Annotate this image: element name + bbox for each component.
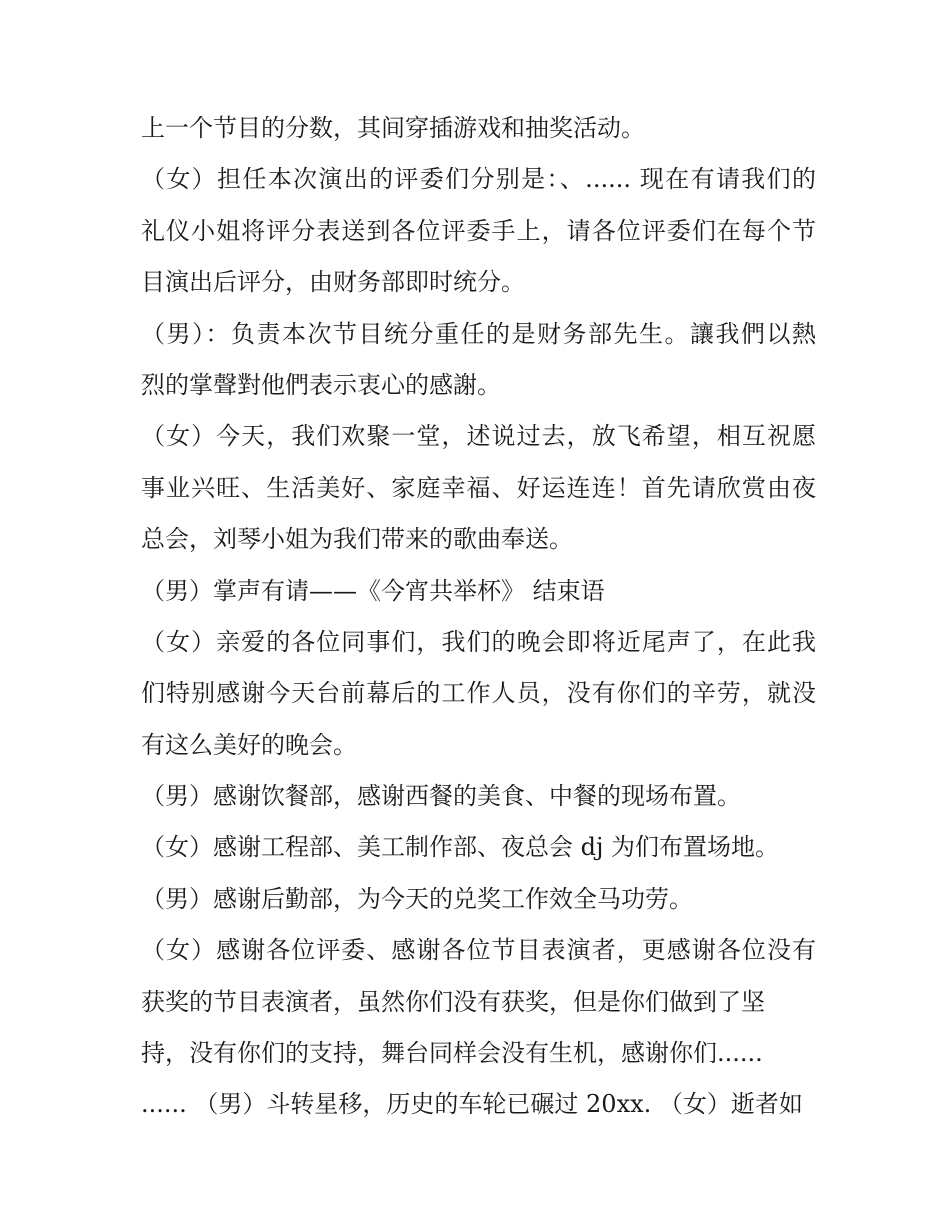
text-line: 获奖的节目表演者，虽然你们没有获奖，但是你们做到了坚: [141, 987, 765, 1016]
text-line: （女）今天，我们欢聚一堂，述说过去，放飞希望，相互祝愿: [141, 422, 816, 451]
text-line: （女）感谢各位评委、感谢各位节目表演者，更感谢各位没有: [141, 936, 816, 965]
text-line: 们特别感谢今天台前幕后的工作人员，没有你们的辛劳，就没: [141, 679, 816, 708]
text-line: （女）感谢工程部、美工制作部、夜总会 dj 为们布置场地。: [141, 833, 780, 862]
text-line: （男）：负责本次节目统分重任的是财务部先生。讓我們以熱: [141, 319, 816, 348]
text-line: 持，没有你们的支持，舞台同样会没有生机，感谢你们......: [141, 1039, 763, 1068]
text-line: 烈的掌聲對他們表示衷心的感謝。: [141, 370, 501, 399]
text-line: 事业兴旺、生活美好、家庭幸福、好运连连！首先请欣赏由夜: [141, 473, 816, 502]
text-line: 礼仪小姐将评分表送到各位评委手上，请各位评委们在每个节: [141, 216, 816, 245]
text-line: 总会，刘琴小姐为我们带来的歌曲奉送。: [141, 525, 573, 554]
text-line: （男）感谢饮餐部，感谢西餐的美食、中餐的现场布置。: [141, 782, 741, 811]
text-line: 目演出后评分，由财务部即时统分。: [141, 268, 525, 297]
text-line: 有这么美好的晚会。: [141, 730, 357, 759]
body-text: [141, 103, 816, 1131]
text-line: 上一个节目的分数，其间穿插游戏和抽奖活动。: [141, 114, 645, 142]
text-line: （女）担任本次演出的评委们分别是：、...... 现在有请我们的: [141, 165, 816, 194]
text-line: ...... （男）斗转星移，历史的车轮已碾过 20xx. （女）逝者如: [141, 1090, 803, 1119]
text-line: （男）掌声有请——《今宵共举杯》 结束语: [141, 576, 605, 605]
text-line: （女）亲爱的各位同事们，我们的晚会即将近尾声了，在此我: [141, 627, 816, 656]
text-line: （男）感谢后勤部，为今天的兑奖工作效全马功劳。: [141, 884, 693, 913]
